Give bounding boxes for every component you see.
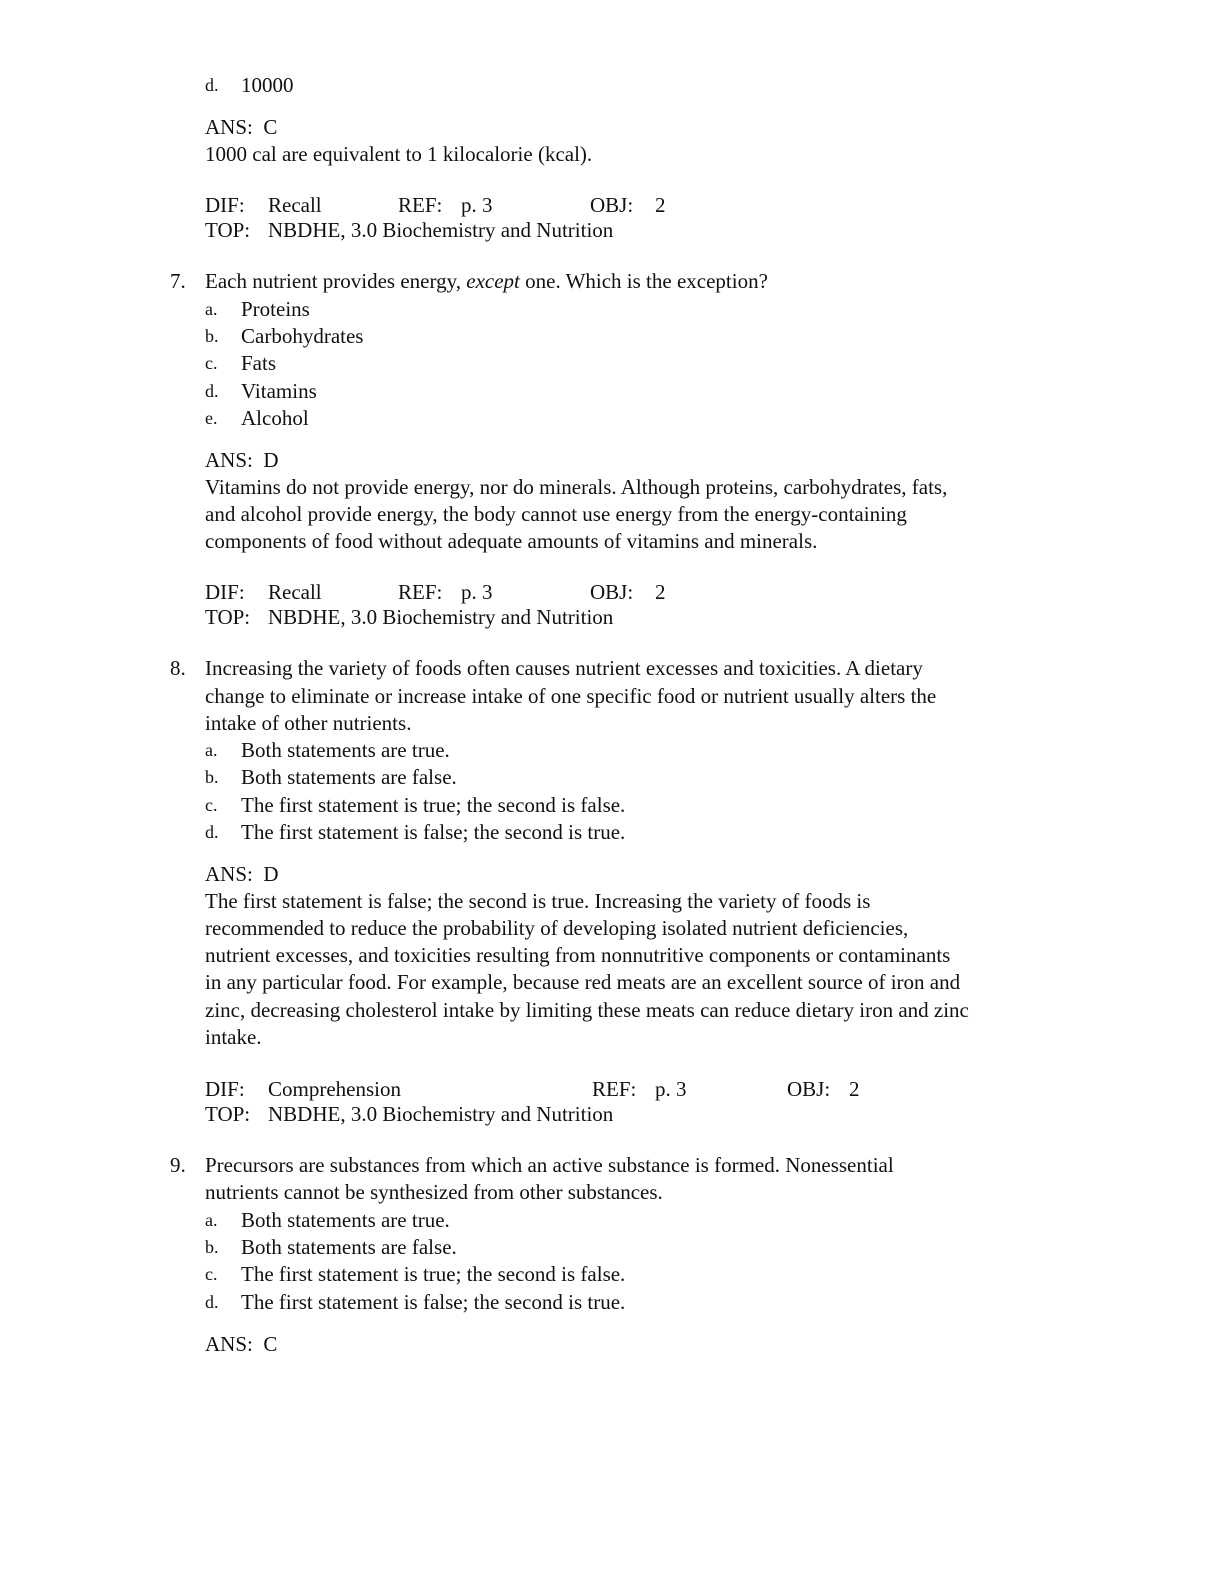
meta-row (205, 1076, 1085, 1103)
stem-line: Increasing the variety of foods often causes nutrient excesses and toxicities. A dietary (205, 656, 923, 680)
answer-line (205, 447, 279, 475)
topic-row (205, 1101, 1085, 1128)
option-letter: c. (205, 795, 218, 815)
option-text: Carbohydrates (241, 324, 364, 348)
rationale-line: components of food without adequate amounts of vitamins and minerals. (205, 529, 818, 553)
option-text: The first statement is true; the second is false. (241, 1262, 626, 1286)
answer-value: D (263, 862, 279, 886)
stem-emphasis: except (466, 269, 520, 293)
top-label: TOP: (205, 605, 251, 629)
rationale-line: The first statement is false; the second is true. Increasing the variety of foods is (205, 889, 871, 913)
question-number: 9. (170, 1153, 186, 1177)
answer-value: C (263, 1332, 278, 1356)
top-value: NBDHE, 3.0 Biochemistry and Nutrition (268, 218, 614, 242)
option-letter: d. (205, 381, 219, 401)
answer-value: D (263, 448, 279, 472)
option-letter: d. (205, 1292, 219, 1312)
obj-value: 2 (655, 580, 666, 604)
ref-label: REF: (398, 580, 443, 604)
dif-value: Recall (268, 580, 322, 604)
option-letter: e. (205, 408, 218, 428)
question-number: 8. (170, 656, 186, 680)
rationale: 1000 cal are equivalent to 1 kilocalorie (kcal). (205, 142, 593, 166)
option-letter: a. (205, 299, 218, 319)
question-stem (205, 268, 1085, 296)
option-text: The first statement is false; the second is true. (241, 820, 626, 844)
answer-line (205, 114, 277, 142)
option-letter: c. (205, 1264, 218, 1284)
dif-label: DIF: (205, 193, 245, 217)
option-letter: a. (205, 740, 218, 760)
option-letter: b. (205, 1237, 219, 1257)
rationale-line: recommended to reduce the probability of developing isolated nutrient deficiencies, (205, 916, 909, 940)
option-letter: b. (205, 767, 219, 787)
answer-value: C (263, 115, 278, 139)
dif-value: Recall (268, 193, 322, 217)
answer-label: ANS: (205, 448, 253, 472)
answer-label: ANS: (205, 862, 253, 886)
ref-label: REF: (592, 1077, 637, 1101)
option-letter: d. (205, 75, 219, 95)
stem-text: one. Which is the exception? (519, 269, 768, 293)
rationale-line: intake. (205, 1025, 262, 1049)
rationale-line: nutrient excesses, and toxicities resulting from nonnutritive components or contaminants (205, 943, 951, 967)
option-text: Both statements are true. (241, 1208, 450, 1232)
dif-label: DIF: (205, 1077, 245, 1101)
option-text: Both statements are true. (241, 738, 450, 762)
dif-label: DIF: (205, 580, 245, 604)
stem-text: Each nutrient provides energy, (205, 269, 467, 293)
option-letter: d. (205, 822, 219, 842)
ref-value: p. 3 (461, 193, 493, 217)
stem-line: change to eliminate or increase intake of one specific food or nutrient usually alters the (205, 684, 937, 708)
option-text: Both statements are false. (241, 1235, 457, 1259)
obj-value: 2 (849, 1077, 860, 1101)
obj-label: OBJ: (590, 580, 634, 604)
stem-line: Precursors are substances from which an active substance is formed. Nonessential (205, 1153, 894, 1177)
stem-line: nutrients cannot be synthesized from other substances. (205, 1180, 663, 1204)
option-letter: b. (205, 326, 219, 346)
meta-row (205, 579, 1085, 606)
option-text: Proteins (241, 297, 310, 321)
option-text: Vitamins (241, 379, 317, 403)
option-text: Both statements are false. (241, 765, 457, 789)
rationale-line: Vitamins do not provide energy, nor do minerals. Although proteins, carbohydrates, fats, (205, 475, 948, 499)
ref-value: p. 3 (655, 1077, 687, 1101)
option-text: Alcohol (241, 406, 309, 430)
top-label: TOP: (205, 218, 251, 242)
obj-value: 2 (655, 193, 666, 217)
option-text: Fats (241, 351, 277, 375)
rationale-line: and alcohol provide energy, the body cannot use energy from the energy-containing (205, 502, 907, 526)
top-label: TOP: (205, 1102, 251, 1126)
stem-line: intake of other nutrients. (205, 711, 412, 735)
option-letter: c. (205, 353, 218, 373)
meta-row (205, 192, 1085, 219)
rationale-line: in any particular food. For example, because red meats are an excellent source of iron and (205, 970, 961, 994)
ref-label: REF: (398, 193, 443, 217)
top-value: NBDHE, 3.0 Biochemistry and Nutrition (268, 1102, 614, 1126)
dif-value: Comprehension (268, 1077, 401, 1101)
option-text: 10000 (241, 73, 294, 97)
ref-value: p. 3 (461, 580, 493, 604)
option-text: The first statement is false; the second is true. (241, 1290, 626, 1314)
rationale-line: zinc, decreasing cholesterol intake by limiting these meats can reduce dietary iron and zinc (205, 998, 969, 1022)
answer-label: ANS: (205, 1332, 253, 1356)
topic-row (205, 604, 1085, 631)
answer-label: ANS: (205, 115, 253, 139)
obj-label: OBJ: (787, 1077, 831, 1101)
top-value: NBDHE, 3.0 Biochemistry and Nutrition (268, 605, 614, 629)
topic-row (205, 217, 1085, 244)
option-letter: a. (205, 1210, 218, 1230)
answer-line (205, 1331, 277, 1359)
question-number: 7. (170, 269, 186, 293)
answer-line (205, 861, 279, 889)
obj-label: OBJ: (590, 193, 634, 217)
option-text: The first statement is true; the second is false. (241, 793, 626, 817)
